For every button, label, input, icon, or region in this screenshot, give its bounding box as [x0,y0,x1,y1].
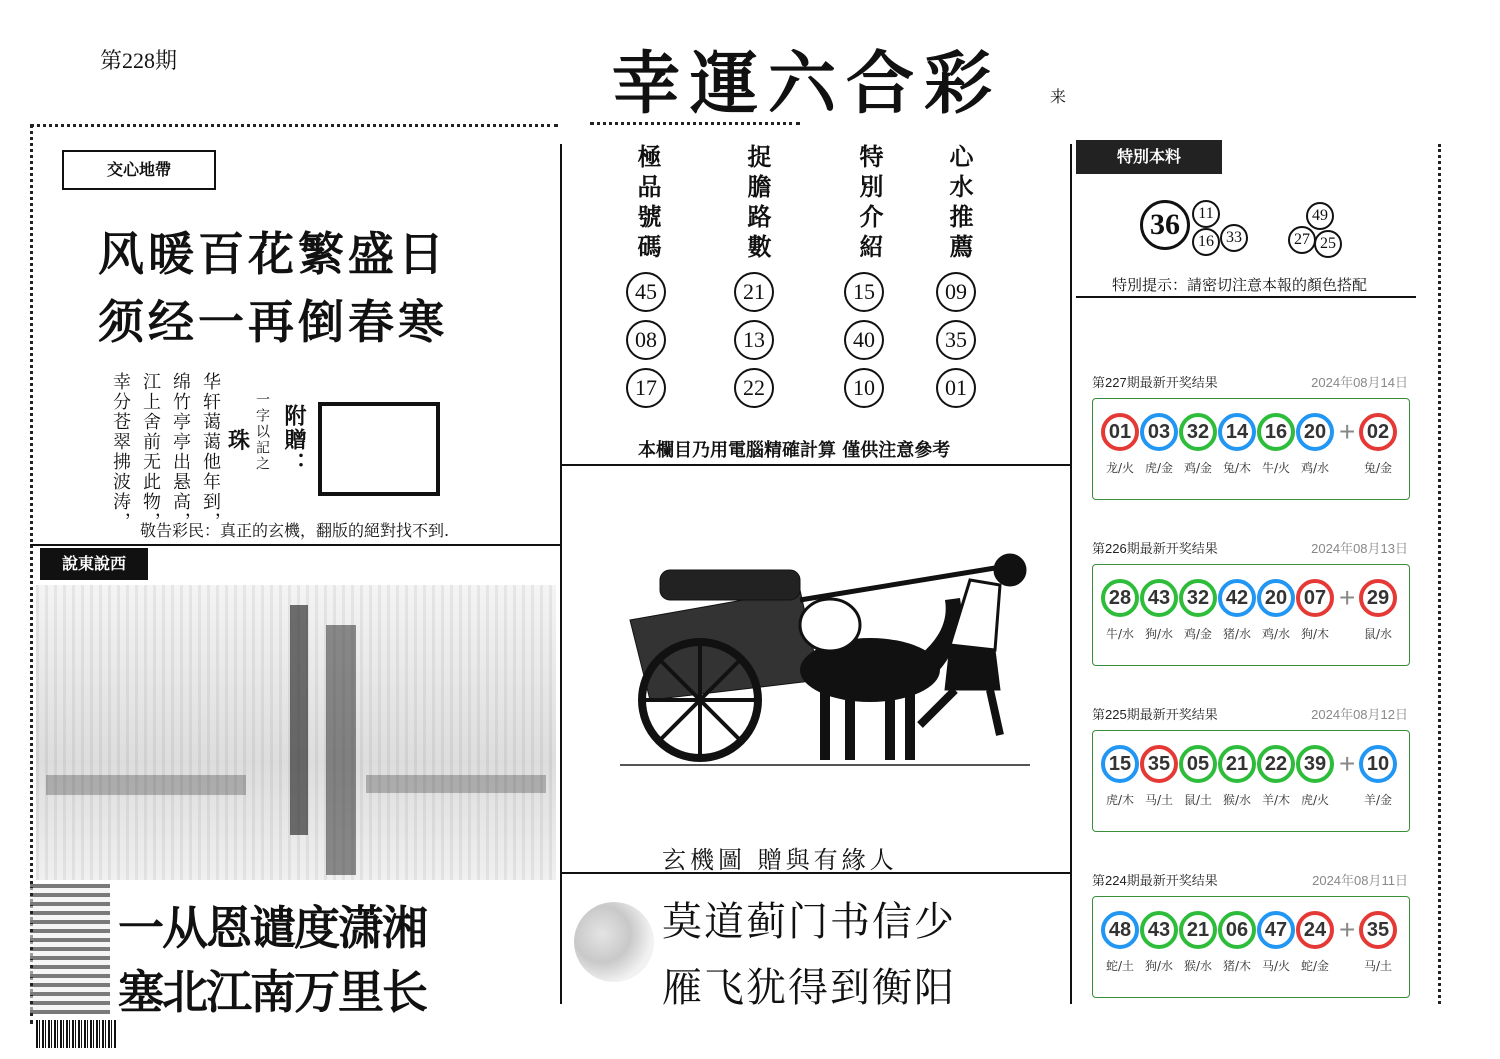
noise-bar [326,625,356,875]
zodiac-label: 虎/火 [1300,793,1330,807]
result-balls-panel [1092,564,1410,666]
zodiac-label: 龙/火 [1105,461,1135,475]
result-ball-special: 35 [1359,911,1397,949]
pick-number: 17 [626,368,666,408]
plus-icon: + [1339,914,1356,945]
center-right-divider [1070,144,1072,1004]
result-card-title: 第227期最新开奖结果 [1092,375,1218,390]
result-card-226 [1086,532,1418,687]
result-ball: 01 [1101,413,1139,451]
pick-number: 13 [734,320,774,360]
zodiac-label: 鸡/金 [1183,461,1213,475]
result-ball: 16 [1257,413,1295,451]
zodiac-label: 猴/水 [1183,959,1213,973]
center-col-head-3: 特別介紹 [855,144,884,264]
small-poem-col-3: 江上舍前无此物， [140,372,161,532]
riddle-answer: 珠 [228,428,251,454]
special-number: 25 [1314,230,1342,258]
zodiac-label: 兔/木 [1222,461,1252,475]
special-number: 49 [1306,202,1334,230]
pick-number: 35 [936,320,976,360]
zodiac-label: 羊/木 [1261,793,1291,807]
zodiac-label: 虎/金 [1144,461,1174,475]
result-ball: 32 [1179,579,1217,617]
noise-bar [290,605,308,835]
bottom-poem-line-1: 一从恩谴度潇湘 [118,901,426,955]
special-number-main: 36 [1140,200,1190,250]
poem-line-1: 风暖百花繁盛日 [98,227,448,281]
zodiac-label: 狗/水 [1144,627,1174,641]
small-poem-col-1: 华轩蔼蔼他年到， [200,372,221,532]
zodiac-label: 蛇/金 [1300,959,1330,973]
section-tag-jiaoxin: 交心地帶 [62,150,216,190]
noise-bar [366,775,546,793]
zodiac-label: 猪/水 [1222,627,1252,641]
plus-icon: + [1339,582,1356,613]
mystic-picture-illustration [600,540,1050,790]
special-number: 16 [1192,228,1220,256]
zodiac-label: 狗/水 [1144,959,1174,973]
pick-number: 21 [734,272,774,312]
zodiac-label: 鼠/水 [1363,627,1393,641]
riddle-hint: 一字以記之 [254,392,270,472]
zodiac-label: 羊/金 [1363,793,1393,807]
center-col-head-1: 極品號碼 [633,144,662,264]
result-card-225 [1086,698,1418,853]
special-number: 27 [1288,226,1316,254]
result-ball: 05 [1179,745,1217,783]
section-tag-shuodong: 說東說西 [40,548,148,580]
pick-number: 40 [844,320,884,360]
poem-line-2: 须经一再倒春寒 [98,295,448,349]
result-card-title: 第226期最新开奖结果 [1092,541,1218,556]
center-left-divider [560,144,562,1004]
small-poem-col-2: 绵竹亭亭出悬高， [170,372,191,532]
title-suffix: 来 [1050,87,1067,106]
notice-text: 敬告彩民：真正的玄機，翻版的絕對找不到. [140,521,450,540]
zodiac-label: 兔/金 [1363,461,1393,475]
yinyang-icon [574,902,654,982]
zodiac-label: 马/土 [1363,959,1393,973]
center-col-head-4: 心水推薦 [945,144,974,264]
result-ball: 07 [1296,579,1334,617]
result-ball-special: 02 [1359,413,1397,451]
top-vine-divider [590,122,800,125]
zodiac-label: 猪/木 [1222,959,1252,973]
pick-number: 08 [626,320,666,360]
result-card-title: 第225期最新开奖结果 [1092,707,1218,722]
result-card-date: 2024年08月13日 [1311,541,1408,556]
left-vine-border-top [30,124,558,127]
center-col-head-2: 捉膽路數 [743,144,772,264]
result-ball: 48 [1101,911,1139,949]
page-title: 幸運六合彩 [612,44,1003,124]
result-ball: 43 [1140,579,1178,617]
result-ball: 35 [1140,745,1178,783]
pick-number: 09 [936,272,976,312]
center-poem-line-2: 雁飞犹得到衡阳 [662,965,956,1011]
result-balls-panel [1092,730,1410,832]
result-ball-special: 10 [1359,745,1397,783]
result-ball: 03 [1140,413,1178,451]
noise-bar [46,775,246,795]
result-balls-panel [1092,896,1410,998]
bottom-poem-line-2: 塞北江南万里长 [118,965,426,1019]
gift-label: 附贈： [281,404,307,476]
zodiac-label: 猴/水 [1222,793,1252,807]
zodiac-label: 马/土 [1144,793,1174,807]
cart-icon [630,570,820,758]
pick-number: 01 [936,368,976,408]
result-ball: 28 [1101,579,1139,617]
result-ball: 42 [1218,579,1256,617]
center-note: 本欄目乃用電腦精確計算 僅供注意參考 [638,440,951,461]
special-number: 11 [1192,200,1220,228]
result-ball: 15 [1101,745,1139,783]
result-balls-panel [1092,398,1410,500]
result-ball: 24 [1296,911,1334,949]
result-card-227 [1086,366,1418,521]
pick-number: 15 [844,272,884,312]
donkey-icon [800,598,962,760]
zodiac-label: 牛/水 [1105,627,1135,641]
result-card-date: 2024年08月12日 [1311,707,1408,722]
result-ball: 20 [1296,413,1334,451]
picture-caption: 玄機圖 贈與有緣人 [662,846,898,874]
result-card-224 [1086,864,1418,1019]
small-poem-col-4: 幸分苍翠拂波涛， [110,372,131,532]
zodiac-label: 鸡/水 [1300,461,1330,475]
center-poem-line-1: 莫道蓟门书信少 [662,899,956,945]
pick-number: 10 [844,368,884,408]
special-hint: 特別提示：請密切注意本報的顏色搭配 [1112,276,1368,294]
left-section-divider [30,544,560,546]
result-ball: 21 [1218,745,1256,783]
issue-number: 第228期 [100,48,178,73]
result-card-title: 第224期最新开奖结果 [1092,873,1218,888]
result-ball: 47 [1257,911,1295,949]
plus-icon: + [1339,416,1356,447]
zodiac-label: 狗/木 [1300,627,1330,641]
result-ball: 32 [1179,413,1217,451]
zodiac-label: 蛇/土 [1105,959,1135,973]
result-ball: 39 [1296,745,1334,783]
section-tag-tebie: 特別本料 [1076,140,1222,174]
pick-number: 22 [734,368,774,408]
zodiac-label: 鸡/水 [1261,627,1291,641]
right-divider [1076,296,1416,298]
result-ball-special: 29 [1359,579,1397,617]
right-vine-border [1438,144,1441,1004]
zodiac-label: 鼠/土 [1183,793,1213,807]
result-ball: 06 [1218,911,1256,949]
zodiac-label: 牛/火 [1261,461,1291,475]
result-ball: 20 [1257,579,1295,617]
left-bottom-noise [30,884,110,1014]
zodiac-label: 马/火 [1261,959,1291,973]
scanned-noise-image [36,585,556,880]
center-divider-1 [560,464,1070,466]
gift-box [318,402,440,496]
result-ball: 43 [1140,911,1178,949]
result-ball: 22 [1257,745,1295,783]
pick-number: 45 [626,272,666,312]
result-ball: 21 [1179,911,1217,949]
result-card-date: 2024年08月11日 [1312,873,1408,888]
zodiac-label: 虎/木 [1105,793,1135,807]
zodiac-label: 鸡/金 [1183,627,1213,641]
plus-icon: + [1339,748,1356,779]
special-number: 33 [1220,224,1248,252]
result-ball: 14 [1218,413,1256,451]
barcode [36,1020,116,1048]
result-card-date: 2024年08月14日 [1311,375,1408,390]
